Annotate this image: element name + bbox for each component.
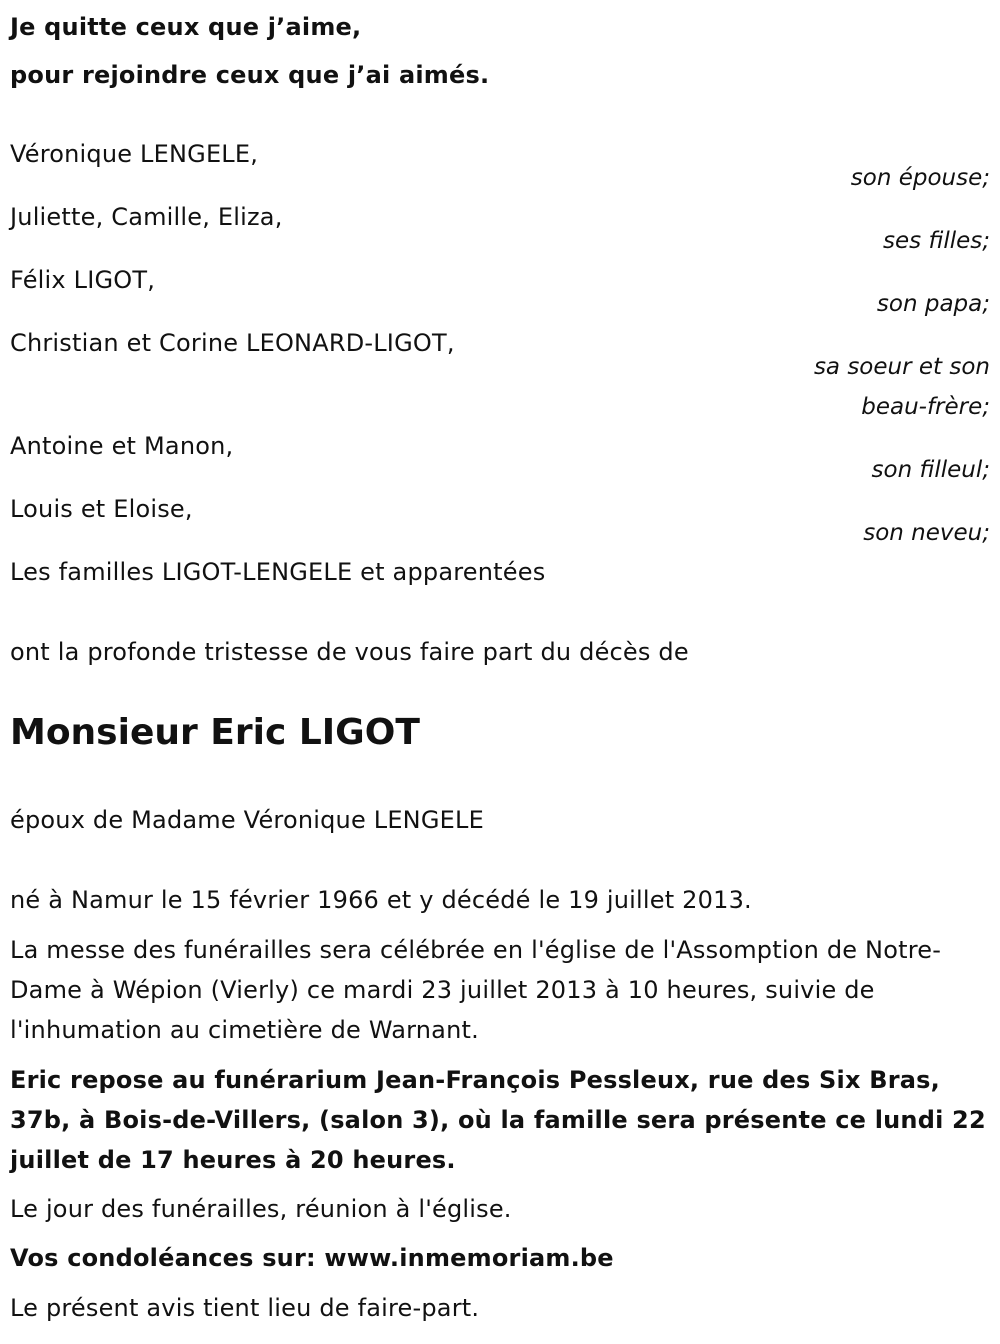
relation-nephew: son neveu;: [863, 520, 990, 546]
relation-spouse: son épouse;: [850, 165, 990, 191]
family-member-daughters: Juliette, Camille, Eliza,: [10, 203, 283, 231]
meeting-line: Le jour des funérailles, réunion à l'église.: [10, 1195, 512, 1223]
relation-father: son papa;: [876, 291, 990, 317]
quote-line-1: Je quitte ceux que j’aime,: [10, 13, 362, 41]
family-member-nephews: Louis et Eloise,: [10, 495, 193, 523]
ceremony-paragraph: La messe des funérailles sera célébrée en l'église de l'Assomption de Notre-Dame à Wépion (Vierly) ce mardi 23 juillet 2013 à 10 heures, suivie de l'inhumation au cimetière de Warnant.: [10, 936, 942, 1044]
family-member-sister: Christian et Corine LEONARD-LIGOT,: [10, 329, 455, 357]
relation-godson: son filleul;: [871, 457, 990, 483]
condolences-line: Vos condoléances sur: www.inmemoriam.be: [10, 1244, 614, 1272]
announcement-text: ont la profonde tristesse de vous faire part du décès de: [10, 638, 689, 666]
obituary-notice: [10, 0, 990, 1344]
family-member-father: Félix LIGOT,: [10, 266, 156, 294]
notice-line: Le présent avis tient lieu de faire-part.: [10, 1294, 480, 1322]
spouse-line: époux de Madame Véronique LENGELE: [10, 806, 484, 834]
quote-line-2: pour rejoindre ceux que j’ai aimés.: [10, 61, 490, 89]
relation-sister-line-2: beau-frère;: [861, 394, 990, 420]
family-member-spouse: Véronique LENGELE,: [10, 140, 259, 168]
family-member-godchildren: Antoine et Manon,: [10, 432, 234, 460]
deceased-name: Monsieur Eric LIGOT: [10, 712, 420, 753]
birth-death-line: né à Namur le 15 février 1966 et y décédé le 19 juillet 2013.: [10, 886, 752, 914]
family-member-families: Les familles LIGOT-LENGELE et apparentées: [10, 558, 546, 586]
relation-daughters: ses filles;: [883, 228, 990, 254]
relation-sister-line-1: sa soeur et son: [813, 354, 990, 380]
funerarium-paragraph: Eric repose au funérarium Jean-François Pessleux, rue des Six Bras, 37b, à Bois-de-Villers, (salon 3), où la famille sera présente ce lundi 22 juillet de 17 heures à 20 heures.: [10, 1066, 986, 1174]
